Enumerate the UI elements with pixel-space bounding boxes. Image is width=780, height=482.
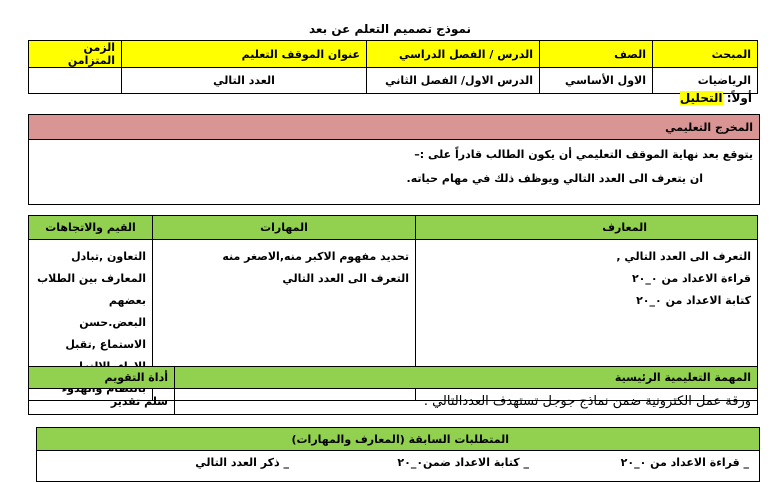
value-topic: العدد التالي (122, 68, 367, 94)
prereq-header (36, 427, 760, 451)
values-item: البعض.حسن الاستماع ,تقبل الاراء, الالتزام (65, 316, 146, 373)
header-topic: عنوان الموقف التعليم (122, 41, 367, 68)
page-title: نموذج تصميم التعلم عن بعد (308, 22, 472, 36)
prereq-header-text: المتطلبات السابقة (المعارف والمهارات) (291, 433, 509, 446)
value-subject: الرياضيات (653, 68, 758, 94)
outcome-header (28, 114, 760, 140)
skills-header: المهارات (153, 216, 416, 240)
knowledge-item: كتابة الاعداد من ٠_٢٠ (636, 294, 751, 307)
values-item: بالنظام والهدوء (61, 382, 146, 395)
prereq-item: _ قراءة الاعداد من ٠_٢٠ (620, 456, 749, 469)
value-grade: الاول الأساسي (540, 68, 653, 94)
values-item: التعاون ,تبادل المعارف بين الطلاب بعضهم (37, 250, 146, 307)
outcome-body (28, 139, 760, 205)
value-time (29, 68, 122, 94)
value-lesson: الدرس الاول/ الفصل الثاني (367, 68, 540, 94)
header-lesson: الدرس / الفصل الدراسي (367, 41, 540, 68)
prereq-item: _ كتابة الاعداد ضمن٠_٢٠ (397, 456, 529, 469)
outcome-line-1: يتوقع بعد نهاية الموقف التعليمي أن يكون الطالب قادراً على :– (414, 148, 753, 161)
section-label: التحليل (679, 91, 723, 105)
task-table (28, 366, 758, 415)
knowledge-item: قراءة الاعداد من ٠_٢٠ (631, 272, 751, 285)
tool-header: أداة التقويم (29, 367, 175, 389)
section-analysis-heading (680, 91, 752, 105)
skills-item: تحديد مفهوم الاكبر منه,الاصغر منه (222, 250, 409, 263)
outcome-header-text: المخرج التعليمي (665, 121, 753, 134)
section-prefix: أولاً: (726, 91, 752, 105)
knowledge-item: التعرف الى العدد التالي , (616, 250, 751, 263)
prereq-body (36, 450, 760, 482)
outcome-line-2: ان يتعرف الى العدد التالي ويوظف ذلك في مهام حياته. (406, 172, 703, 185)
header-subject: المبحث (653, 41, 758, 68)
prereq-item: _ ذكر العدد التالي (195, 456, 289, 469)
values-header: القيم والاتجاهات (29, 216, 153, 240)
header-time: الزمن المتزامن (29, 41, 122, 68)
info-table (28, 40, 758, 94)
task-content: ورقة عمل الكترونية ضمن نماذج جوجل تستهدف العددالتالي . (175, 389, 758, 415)
task-header: المهمة التعليمية الرئيسية (175, 367, 758, 389)
knowledge-header: المعارف (416, 216, 758, 240)
skills-item: التعرف الى العدد التالي (282, 272, 409, 285)
header-grade: الصف (540, 41, 653, 68)
tool-value: سلم تقدير (29, 389, 175, 415)
